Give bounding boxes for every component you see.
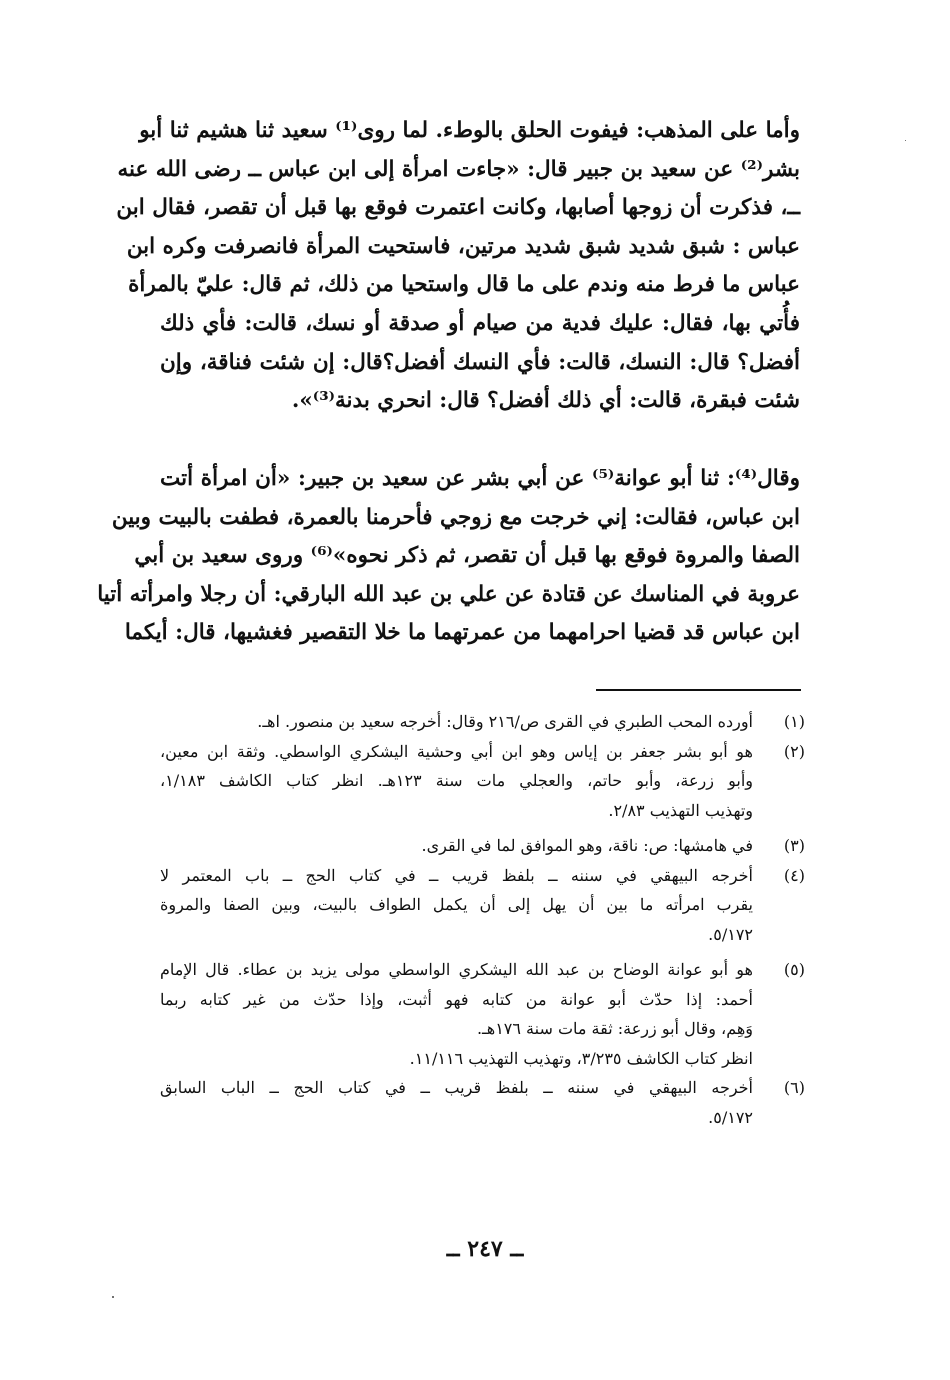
text-line: وأما على المذهب: فيفوت الحلق بالوطء. لما روى⁽¹⁾ سعيد ثنا هشيم ثنا أبو — [139, 118, 800, 143]
footnote-line: يقرب امرأته ما بين أن يهل إلى أن يكمل الطواف بالبيت، وبين الصفا والمروة — [160, 895, 753, 914]
text-line: أفضل؟ قال: النسك، قالت: فأي النسك أفضل؟قال: إن شئت فناقة، وإن — [160, 349, 800, 375]
footnote-line: وَهِم، وقال أبو زرعة: ثقة مات سنة ١٧٦هـ. — [476, 1019, 753, 1038]
text-line: عروبة في المناسك عن قتادة عن علي بن عبد الله البارقي: أن رجلا وامرأته أتيا — [97, 581, 800, 607]
footnote-number: (٢) — [783, 741, 805, 761]
text-line: بشر⁽²⁾ عن سعيد بن جبير قال: «جاءت امرأة إلى ابن عباس ــ رضى الله عنه — [117, 156, 800, 182]
text-line: فأُتي بها، فقال: عليك فدية من صيام أو صدقة أو نسك، قالت: فأي ذلك — [160, 310, 800, 336]
paragraph-1 — [116, 112, 800, 421]
footnote-line: ٥/١٧٢. — [708, 1107, 753, 1127]
footnote-1 — [160, 707, 805, 737]
footnote-3 — [160, 831, 805, 861]
page-number: ــ ٢٤٧ ــ — [446, 1236, 524, 1262]
text-line: ــ، فذكرت أن زوجها أصابها، وكانت اعتمرت فوقع بها قبل أن تقصر، فقال ابن — [116, 195, 800, 221]
text-line: عباس ما فرط منه وندم على ما قال واستحيا من ذلك، ثم قال: عليّ بالمرأة — [128, 272, 800, 298]
scan-speck — [905, 140, 906, 141]
footnote-line: أخرجه البيهقي في سننه ــ بلفظ قريب ــ في كتاب الحج ــ الباب السابق — [160, 1078, 753, 1097]
footnote-5 — [160, 955, 805, 1073]
footnote-separator-rule — [596, 689, 801, 691]
footnote-line: هو أبو بشر جعفر بن إياس وهو ابن أبي وحشية اليشكري الواسطي. وثقة ابن معين، — [160, 741, 753, 761]
footnote-number: (١) — [783, 712, 805, 731]
footnote-line: أخرجه البيهقي في سننه ــ بلفظ قريب ــ في كتاب الحج ــ باب المعتمر لا — [160, 865, 753, 885]
footnote-line: أحمد: إذا حدّث أبو عوانة من كتابه فهو أثبت، وإذا حدّث من غير كتابه ربما — [160, 989, 753, 1009]
text-line: وقال⁽⁴⁾: ثنا أبو عوانة⁽⁵⁾ عن أبي بشر عن سعيد بن جبير: «أن امرأة أتت — [160, 466, 800, 491]
footnote-2 — [160, 737, 805, 826]
footnote-line: انظر كتاب الكاشف ٣/٢٣٥، وتهذيب التهذيب ١١/١١٦. — [409, 1048, 753, 1068]
footnote-4 — [160, 861, 805, 950]
footnote-number: (٤) — [783, 865, 805, 885]
footnote-number: (٥) — [783, 960, 805, 979]
footnote-line: وأبو زرعة، وأبو حاتم، والعجلي مات سنة ١٢٣هـ. انظر كتاب الكاشف ١/١٨٣، — [160, 771, 754, 790]
footnote-number: (٦) — [783, 1078, 805, 1097]
paragraph-2 — [97, 460, 800, 653]
scan-speck — [112, 1296, 114, 1298]
text-line: ابن عباس قد قضيا احرامهما من عمرتهما ما خلا التقصير فغشيها، قال: أيكما — [124, 620, 800, 646]
footnotes-section — [160, 707, 805, 1132]
footnote-line: ٥/١٧٢. — [708, 924, 753, 944]
text-line: عباس : شبق شديد شبق شديد مرتين، فاستحيت المرأة فانصرفت وكره ابن — [126, 233, 800, 259]
footnote-line: أورده المحب الطبري في القرى ص/٢١٦ وقال: أخرجه سعيد بن منصور. اهـ. — [257, 712, 753, 731]
text-line: الصفا والمروة فوقع بها قبل أن تقصر، ثم ذكر نحوه»⁽⁶⁾ وروى سعيد بن أبي — [134, 543, 800, 569]
footnote-line: وتهذيب التهذيب ٢/٨٣. — [608, 800, 753, 820]
footnote-number: (٣) — [783, 836, 805, 855]
text-line: ابن عباس، فقالت: إني خرجت مع زوجي فأحرمنا بالعمرة، فطفت بالبيت وبين — [111, 504, 800, 530]
footnote-line: هو أبو عوانة الوضاح بن عبد الله اليشكري الواسطي مولى يزيد بن عطاء. قال الإمام — [160, 960, 753, 979]
footnote-line: في هامشها: ص: ناقة، وهو الموافق لما في القرى. — [421, 836, 753, 855]
footnote-6 — [160, 1073, 805, 1132]
text-line: شئت فبقرة، قالت: أي ذلك أفضل؟ قال: انحري بدنة⁽³⁾». — [291, 388, 800, 414]
